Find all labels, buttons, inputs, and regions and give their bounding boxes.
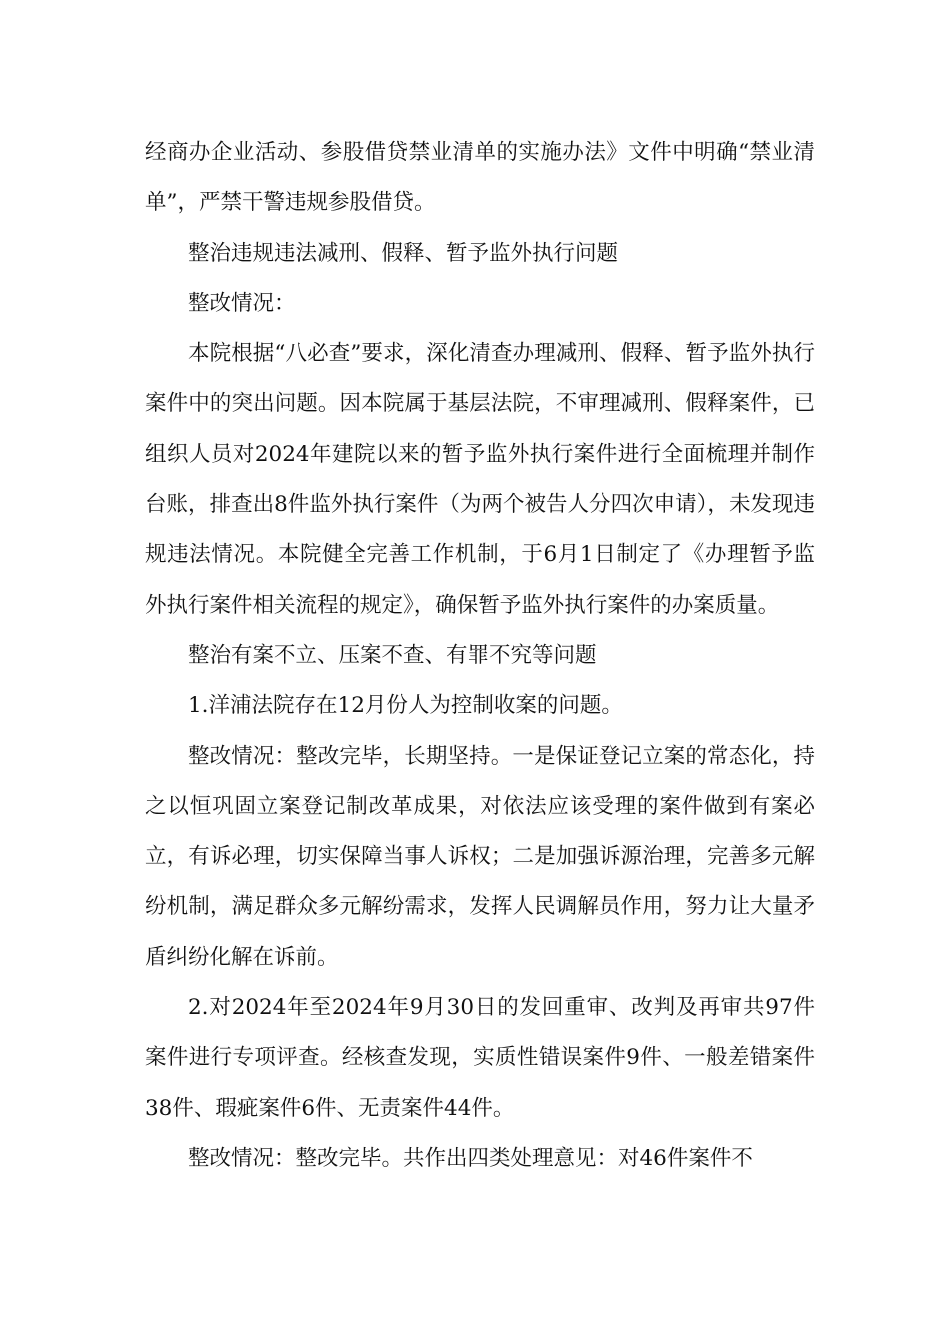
- item-2-paragraph: 2.对2024年至2024年9月30日的发回重审、改判及再审共97件案件进行专项评查。经核查发现，实质性错误案件9件、一般差错案件38件、瑕疵案件6件、无责案件44件。: [145, 995, 815, 1121]
- section-heading-sentence-reduction: 整治违规违法减刑、假释、暂予监外执行问题: [188, 240, 619, 266]
- item-1-heading: 1.洋浦法院存在12月份人为控制收案的问题。: [188, 693, 623, 719]
- paragraph-continuation: 经商办企业活动、参股借贷禁业清单的实施办法》文件中明确“禁业清单”，严禁干警违规参股借贷。: [145, 140, 815, 216]
- paragraph-item-1-rectification: 整改情况：整改完毕，长期坚持。一是保证登记立案的常态化，持之以恒巩固立案登记制改革成果，对依法应该受理的案件做到有案必立，有诉必理，切实保障当事人诉权；二是加强诉源治理，完善多元解纷机制，满足群众多元解纷需求，发挥人民调解员作用，努力让大量矛盾纠纷化解在诉前。: [145, 743, 815, 970]
- paragraph-sentence-reduction-details: 本院根据“八必查”要求，深化清查办理减刑、假释、暂予监外执行案件中的突出问题。因本院属于基层法院，不审理减刑、假释案件，已组织人员对2024年建院以来的暂予监外执行案件进行全面梳理并制作台账，排查出8件监外执行案件（为两个被告人分四次申请），未发现违规违法情况。本院健全完善工作机制，于6月1日制定了《办理暂予监外执行案件相关流程的规定》，确保暂予监外执行案件的办案质量。: [145, 341, 815, 618]
- rectification-label: 整改情况：: [188, 290, 296, 316]
- section-heading-case-filing: 整治有案不立、压案不查、有罪不究等问题: [188, 642, 597, 668]
- paragraph-item-2-rectification: 整改情况：整改完毕。共作出四类处理意见：对46件案件不: [188, 1145, 753, 1171]
- document-page: [145, 128, 815, 1184]
